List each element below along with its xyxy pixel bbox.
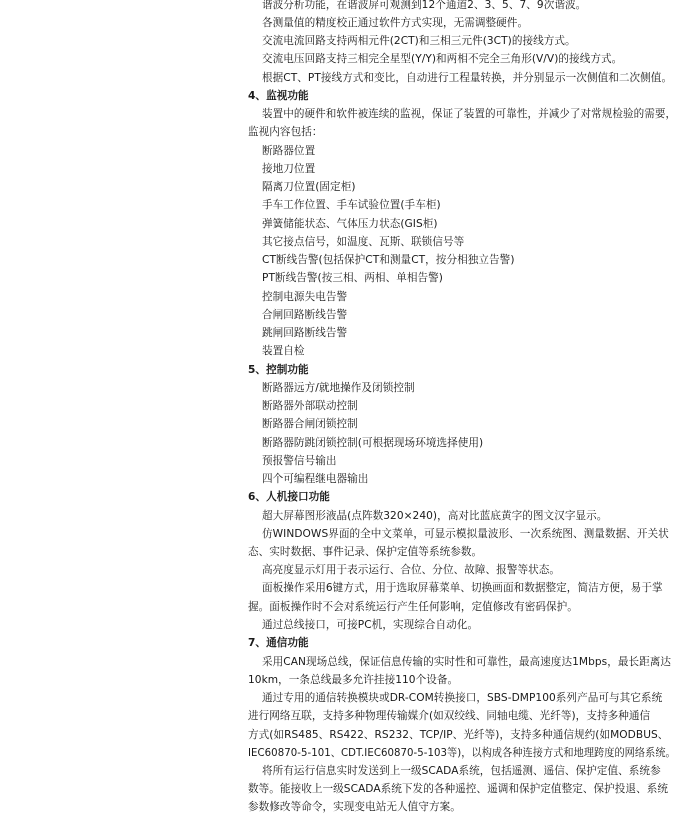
list-item: PT断线告警(按三相、两相、单相告警)	[262, 272, 443, 284]
text-line: 仿WINDOWS界面的全中文菜单，可显示模拟量波形、一次系统图、测量数据、开关状	[262, 528, 669, 540]
text-line: 交流电流回路支持两相元件(2CT)和三相三元件(3CT)的接线方式。	[262, 35, 576, 47]
text-line: 方式(如RS485、RS422、RS232、TCP/IP、光纤等)，支持多种通信规约(如MODBUS、	[248, 729, 669, 741]
list-item: CT断线告警(包括保护CT和测量CT，按分相独立告警)	[262, 254, 515, 266]
text-line: 面板操作采用6键方式，用于选取屏幕菜单、切换画面和数据整定，简洁方便，易于掌	[262, 582, 663, 594]
text-line: 根据CT、PT接线方式和变比，自动进行工程量转换，并分别显示一次侧值和二次侧值。	[262, 72, 673, 84]
text-line: 将所有运行信息实时发送到上一级SCADA系统，包括遥测、遥信、保护定值、系统参	[262, 765, 661, 777]
list-item: 装置自检	[262, 345, 305, 357]
list-item: 断路器远方/就地操作及闭锁控制	[262, 382, 415, 394]
text-line: 通过总线接口，可接PC机，实现综合自动化。	[262, 619, 479, 631]
text-line: 监视内容包括：	[248, 126, 323, 138]
text-line: 交流电压回路支持三相完全星型(Y/Y)和两相不完全三角形(V/V)的接线方式。	[262, 53, 623, 65]
text-line: 10km，一条总线最多允许挂接110个设备。	[248, 674, 459, 686]
list-item: 跳闸回路断线告警	[262, 327, 348, 339]
list-item: 隔离刀位置(固定柜)	[262, 181, 356, 193]
list-item: 控制电源失电告警	[262, 291, 348, 303]
text-line: 通过专用的通信转换模块或DR-COM转换接口，SBS-DMP100系列产品可与其它系统	[262, 692, 663, 704]
text-line: 装置中的硬件和软件被连续的监视，保证了装置的可靠性，并减少了对常规检验的需要，	[262, 108, 677, 120]
list-item: 断路器外部联动控制	[262, 400, 358, 412]
list-item: 弹簧储能状态、气体压力状态(GIS柜)	[262, 218, 438, 230]
text-line: IEC60870-5-101、CDT.IEC60870-5-103等)，以构成各种连接方式和地理跨度的网络系统。	[248, 747, 676, 759]
text-line: 谐波分析功能，在谐波屏可观测到12个通道2、3、5、7、9次谐波。	[262, 0, 587, 11]
list-item: 断路器位置	[262, 145, 316, 157]
text-line: 各测量值的精度校正通过软件方式实现，无需调整硬件。	[262, 17, 529, 29]
section-heading: 7、通信功能	[248, 637, 309, 649]
text-line: 握。面板操作时不会对系统运行产生任何影响，定值修改有密码保护。	[248, 601, 578, 613]
list-item: 断路器合闸闭锁控制	[262, 418, 358, 430]
text-line: 进行网络互联，支持多种物理传输媒介(如双绞线、同轴电缆、光纤等)，支持多种通信	[248, 710, 651, 722]
text-line: 采用CAN现场总线，保证信息传输的实时性和可靠性，最高速度达1Mbps，最长距离达	[262, 656, 672, 668]
text-line: 超大屏幕图形液晶(点阵数320×240)，高对比蓝底黄字的图文汉字显示。	[262, 510, 608, 522]
section-heading: 4、监视功能	[248, 90, 309, 102]
list-item: 四个可编程继电器输出	[262, 473, 369, 485]
text-line: 高亮度显示灯用于表示运行、合位、分位、故障、报警等状态。	[262, 564, 561, 576]
section-heading: 6、人机接口功能	[248, 491, 330, 503]
text-line: 数等。能接收上一级SCADA系统下发的各种遥控、遥调和保护定值整定、保护投退、系统	[248, 783, 669, 795]
list-item: 手车工作位置、手车试验位置(手车柜)	[262, 199, 441, 211]
section-heading: 5、控制功能	[248, 364, 309, 376]
text-line: 参数修改等命令，实现变电站无人值守方案。	[248, 801, 461, 813]
list-item: 预报警信号输出	[262, 455, 337, 467]
list-item: 其它接点信号，如温度、瓦斯、联锁信号等	[262, 236, 465, 248]
list-item: 合闸回路断线告警	[262, 309, 348, 321]
list-item: 断路器防跳闭锁控制(可根据现场环境选择使用)	[262, 437, 484, 449]
text-line: 态、实时数据、事件记录、保护定值等系统参数。	[248, 546, 483, 558]
list-item: 接地刀位置	[262, 163, 316, 175]
